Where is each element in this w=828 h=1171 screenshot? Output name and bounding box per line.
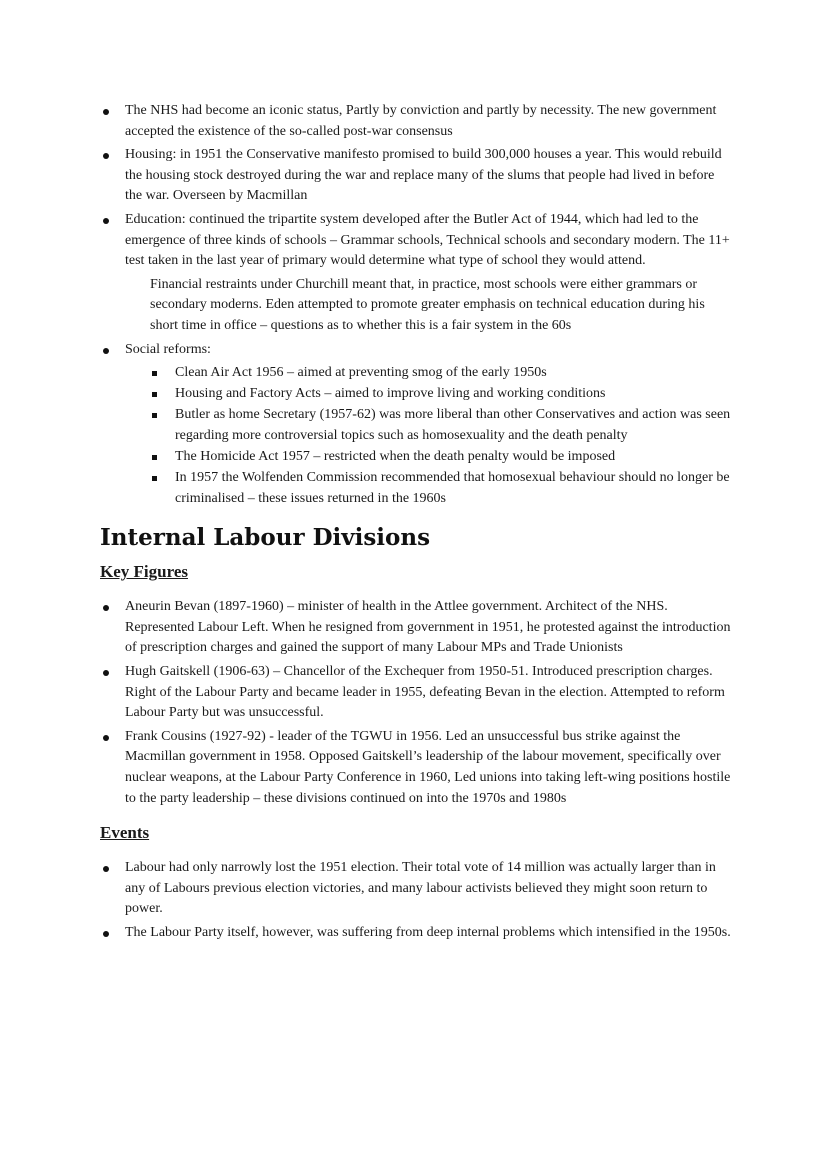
list-item: Clean Air Act 1956 – aimed at preventing smog of the early 1950s — [100, 363, 732, 384]
cousins-bullet: Frank Cousins (1927-92) - leader of the TGWU in 1956. Led an unsuccessful bus strike against the Macmillan government in 1958. Opposed Gaitskell’s leadership of the labour movement, specifically over nuclear weapons, at the Labour Party Conference in 1960, Led unions into taking left-wing positions hostile to the party leadership – these divisions continued on into the 1970s and 1980s — [100, 727, 732, 809]
section-title: Internal Labour Divisions — [100, 524, 431, 552]
list-item: The Homicide Act 1957 – restricted when the death penalty would be imposed — [100, 447, 732, 468]
social-reforms-sublist — [100, 363, 732, 509]
education-note: Financial restraints under Churchill meant that, in practice, most schools were either grammars or secondary moderns. Eden attempted to promote greater emphasis on technical education during his short time in office – questions as to whether this is a fair system in the 60s — [150, 276, 705, 333]
top-bullet-list — [100, 101, 732, 272]
events-heading: Events — [100, 823, 150, 843]
page-content — [100, 101, 732, 947]
nhs-bullet: The NHS had become an iconic status, Partly by conviction and partly by necessity. The new government accepted the existence of the so-called post-war consensus — [100, 101, 732, 142]
social-reforms-list — [100, 340, 732, 361]
social-reforms-bullet — [100, 340, 732, 361]
education-bullet: Education: continued the tripartite system developed after the Butler Act of 1944, which had led to the emergence of three kinds of schools – Grammar schools, Technical schools and secondary modern. The 11+ test taken in the last year of primary would determine what type of school they would attend. — [100, 210, 732, 272]
list-item: Housing and Factory Acts – aimed to improve living and working conditions — [100, 384, 732, 405]
events-list — [100, 858, 732, 943]
housing-bullet: Housing: in 1951 the Conservative manifesto promised to build 300,000 houses a year. This would rebuild the housing stock destroyed during the war and replace many of the slums that people had lived in before the war. Overseen by Macmillan — [100, 145, 732, 207]
bevan-bullet: Aneurin Bevan (1897-1960) – minister of health in the Attlee government. Architect of the NHS. Represented Labour Left. When he resigned from government in 1951, he protested against the introduction of prescription charges and gained the support of many Labour MPs and Trade Unionists — [100, 597, 732, 659]
key-figures-list — [100, 597, 732, 809]
list-item: In 1957 the Wolfenden Commission recommended that homosexual behaviour should no longer be criminalised – these issues returned in the 1960s — [100, 468, 732, 509]
internal-problems-bullet: The Labour Party itself, however, was suffering from deep internal problems which intensified in the 1950s. — [100, 923, 732, 944]
key-figures-heading: Key Figures — [100, 562, 188, 582]
gaitskell-bullet: Hugh Gaitskell (1906-63) – Chancellor of the Exchequer from 1950-51. Introduced prescription charges. Right of the Labour Party and became leader in 1955, defeating Bevan in the election. Attempted to reform Labour Party but was unsuccessful. — [100, 662, 732, 724]
election-bullet: Labour had only narrowly lost the 1951 election. Their total vote of 14 million was actually larger than in any of Labours previous election victories, and many labour activists believed they might soon return to power. — [100, 858, 732, 920]
social-reforms-label: Social reforms: — [125, 341, 211, 357]
list-item: Butler as home Secretary (1957-62) was more liberal than other Conservatives and action was seen regarding more controversial topics such as homosexuality and the death penalty — [100, 405, 732, 446]
